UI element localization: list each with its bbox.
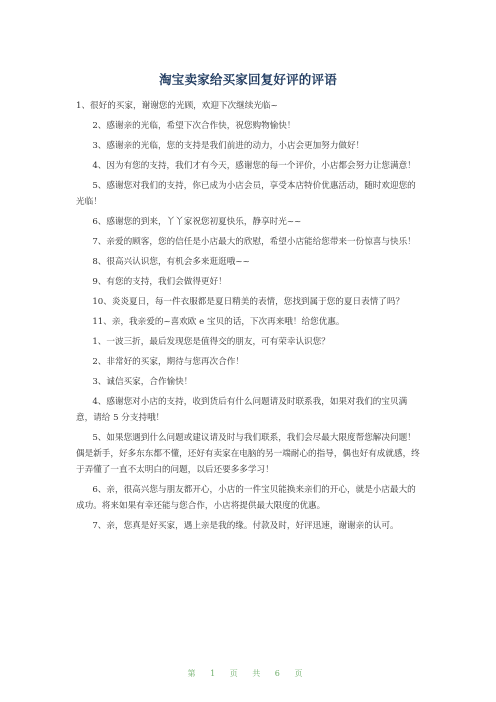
paragraph-10: 10、炎炎夏日，每一件衣服都是夏日精美的表情，您找到属于您的夏日表情了吗？ <box>92 297 405 307</box>
paragraph-2: 2、感谢亲的光临，希望下次合作快，祝您购物愉快！ <box>92 121 296 131</box>
paragraph-8: 8、很高兴认识您，有机会多来逛逛哦~~ <box>92 257 250 267</box>
paragraph-7: 7、亲爱的顾客，您的信任是小店最大的欣慰，希望小店能给您带来一份惊喜与快乐！ <box>92 237 416 247</box>
page-number-footer: 第 1 页 共 6 页 <box>187 669 309 678</box>
paragraph-14: 3、诚信买家，合作愉快！ <box>92 377 193 387</box>
document-title: 淘宝卖家给买家回复好评的评语 <box>159 72 337 87</box>
document-body <box>76 98 422 538</box>
paragraph-9: 9、有您的支持，我们会做得更好！ <box>92 277 227 287</box>
paragraph-3: 3、感谢亲的光临，您的支持是我们前进的动力，小店会更加努力做好！ <box>92 141 365 151</box>
paragraph-6: 6、感谢您的到来，丫丫家祝您初夏快乐，静享时光~~ <box>92 217 302 227</box>
paragraph-1: 1、很好的买家，谢谢您的光顾，欢迎下次继续光临~ <box>76 101 278 111</box>
paragraph-15: 4、感谢您对小店的支持，收到货后有什么问题请及时联系我，如果对我们的宝贝满意，请给 5 分支持哦！ <box>76 397 408 423</box>
paragraph-17: 6、亲，很高兴您与朋友都开心，小店的一件宝贝能换来亲们的开心，就是小店最大的成功。将来如果有幸还能与您合作，小店将提供最大限度的优惠。 <box>76 485 416 511</box>
paragraph-5: 5、感谢您对我们的支持，你已成为小店会员，享受本店特价优惠活动，随时欢迎您的光临！ <box>76 181 416 207</box>
paragraph-4: 4、因为有您的支持，我们才有今天，感谢您的每一个评价，小店都会努力让您满意！ <box>92 161 416 171</box>
paragraph-11: 11、亲，我亲爱的~喜欢欧 e 宝贝的话，下次再来哦！给您优惠。 <box>92 317 345 327</box>
paragraph-16: 5、如果您遇到什么问题或建议请及时与我们联系，我们会尽最大限度帮您解决问题！偶是新手，好多东东都不懂，还好有卖家在电脑的另一端耐心的指导，偶也好有成就感，终于弄懂了一直不太明白的问题，以后还要多多学习！ <box>76 433 420 475</box>
paragraph-13: 2、非常好的买家，期待与您再次合作！ <box>92 357 244 367</box>
paragraph-12: 1、一波三折，最后发现您是值得交的朋友，可有荣幸认识您？ <box>92 337 330 347</box>
paragraph-18: 7、亲，您真是好买家，遇上亲是我的缘。付款及时，好评迅速，谢谢亲的认可。 <box>92 521 399 531</box>
